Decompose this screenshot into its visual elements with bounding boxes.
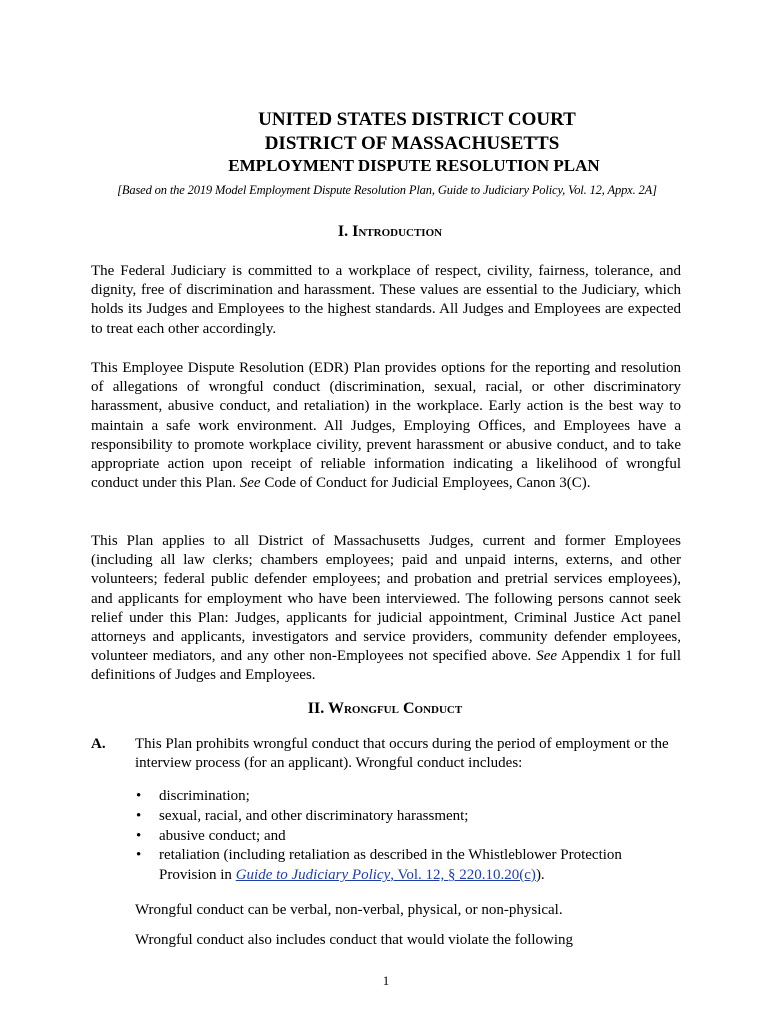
district-title: DISTRICT OF MASSACHUSETTS <box>264 133 560 154</box>
section-heading-introduction: I. Introduction <box>337 223 443 240</box>
wrongful-conduct-list <box>135 787 681 886</box>
intro-paragraph-2-citation: Code of Conduct for Judicial Employees, Canon 3(C). <box>260 475 591 492</box>
item-a-label: A. <box>91 736 106 752</box>
list-item <box>135 846 681 886</box>
court-title: UNITED STATES DISTRICT COURT <box>258 109 576 130</box>
intro-paragraph-3-citation: Appendix 1 for full definitions of Judges and Employees. <box>91 648 682 684</box>
list-item <box>135 787 681 807</box>
list-item-text-end: ). <box>535 867 545 884</box>
list-item-text: sexual, racial, and other discriminatory harassment; <box>159 807 469 824</box>
guide-to-judiciary-policy-link[interactable] <box>236 867 536 883</box>
plan-title: EMPLOYMENT DISPUTE RESOLUTION PLAN <box>228 156 600 175</box>
intro-paragraph-3 <box>91 532 681 686</box>
page-number: 1 <box>382 973 390 988</box>
bullet-icon: • <box>136 807 142 824</box>
section-heading-wrongful-conduct: II. Wrongful Conduct <box>307 700 463 717</box>
intro-paragraph-1: The Federal Judiciary is committed to a workplace of respect, civility, fairness, tolerance, and dignity, free of discrimination and harassment. These values are essential to the Judiciary, which holds its Judges and Employees to the highest standards. All Judges and Employees are expected to treat each other accordingly. <box>91 263 681 337</box>
item-a-text: This Plan prohibits wrongful conduct that occurs during the period of employment or the interview process (for an applicant). Wrongful conduct includes: <box>135 736 669 772</box>
wrongful-conduct-also: Wrongful conduct also includes conduct that would violate the following <box>135 932 574 948</box>
plan-basis-note: [Based on the 2019 Model Employment Dispute Resolution Plan, Guide to Judiciary Policy, Vol. 12, Appx. 2A] <box>117 183 657 197</box>
list-item <box>135 807 681 827</box>
wrongful-conduct-types: Wrongful conduct can be verbal, non-verbal, physical, or non-physical. <box>135 902 563 918</box>
intro-paragraph-3-text: This Plan applies to all District of Massachusetts Judges, current and former Employees (including all law clerks; chambers employees; paid and unpaid interns, externs, and other volunteers; federal public defender employees; and probation and pretrial services employees), and applicants for employment who have been interviewed. The following persons cannot seek relief under this Plan: Judges, applicants for judicial appointment, Criminal Justice Act panel attorneys and applicants, investigators and service providers, community defender employees, volunteer mediators, and any other non-Employees not specified above. <box>91 533 681 665</box>
list-item-text: retaliation (including retaliation as described in the Whistleblower Protection Provision in <box>159 847 622 884</box>
see-signal: See <box>239 475 261 492</box>
bullet-icon: • <box>136 827 142 844</box>
link-title: Guide to Judiciary Policy <box>235 867 391 884</box>
see-signal: See <box>536 648 558 665</box>
list-item-text: discrimination; <box>159 788 250 804</box>
list-item-text: abusive conduct; and <box>159 827 286 844</box>
intro-paragraph-2 <box>91 359 681 493</box>
list-item <box>135 827 681 847</box>
bullet-icon: • <box>136 847 142 864</box>
bullet-icon: • <box>136 788 142 804</box>
link-citation: , Vol. 12, § 220.10.20(c) <box>390 867 536 884</box>
intro-paragraph-2-text: This Employee Dispute Resolution (EDR) Plan provides options for the reporting and resolution of allegations of wrongful conduct (discrimination, sexual, racial, or other discriminatory harassment, abusive conduct, and retaliation) in the workplace. Early action is the best way to maintain a safe work environment. All Judges, Employing Offices, and Employees have a responsibility to promote workplace civility, prevent harassment or abusive conduct, and to take appropriate action upon receipt of reliable information indicating a likelihood of wrongful conduct under this Plan. <box>91 360 681 492</box>
